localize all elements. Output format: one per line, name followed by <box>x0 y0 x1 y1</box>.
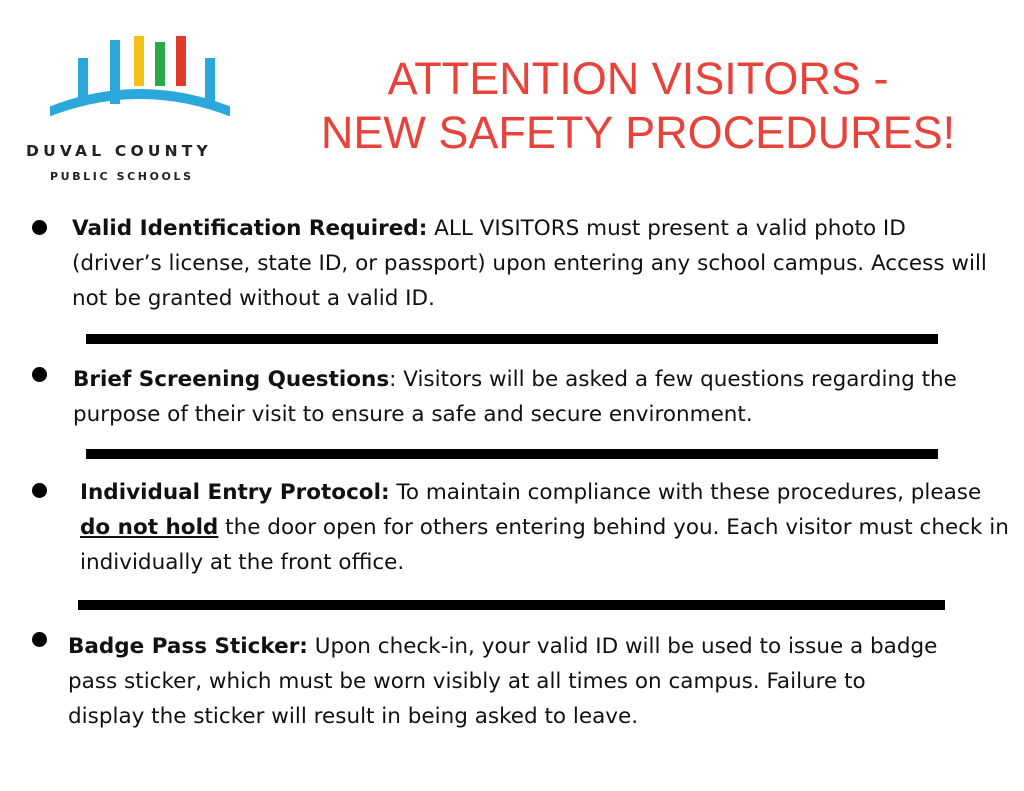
item-body: ALL VISITORS must present a valid photo ID (driver’s license, state ID, or passport) upon entering any school campus. Access will not be granted without a valid ID. <box>72 216 987 311</box>
title-line-1: ATTENTION VISITORS - <box>387 53 889 104</box>
item-body: Upon check-in, your valid ID will be used to issue a badge pass sticker, which must be worn visibly at all times on campus. Failure to display the sticker will result in being asked to leave. <box>68 634 938 729</box>
item-heading: Badge Pass Sticker: <box>68 634 308 659</box>
bullet-icon <box>32 367 47 382</box>
logo-text-duval-county: DUVAL COUNTY <box>26 142 212 160</box>
divider <box>78 600 945 610</box>
item-heading: Brief Screening Questions <box>73 367 390 392</box>
item-body-a: To maintain compliance with these procedures, please <box>396 480 982 505</box>
item-emphasis: do not hold <box>80 515 219 540</box>
divider <box>86 449 938 459</box>
bullet-icon <box>32 220 47 235</box>
item-body-b: the door open for others entering behind you. Each visitor must check in individually at the front office. <box>80 515 1009 575</box>
item-heading: Valid Identification Required: <box>72 216 428 241</box>
logo-bar-green <box>155 42 165 86</box>
item-heading: Individual Entry Protocol: <box>80 480 390 505</box>
school-bridge-logo-icon <box>50 30 230 130</box>
item-body: : Visitors will be asked a few questions regarding the purpose of their visit to ensure a safe and secure environment. <box>73 367 957 427</box>
page-title <box>262 52 1014 160</box>
title-line-2: NEW SAFETY PROCEDURES! <box>320 107 956 158</box>
bullet-icon <box>32 632 47 647</box>
logo-text-public-schools: PUBLIC SCHOOLS <box>50 170 194 183</box>
logo-bar-yellow <box>134 36 144 86</box>
divider <box>86 334 938 344</box>
district-logo <box>26 30 256 190</box>
logo-bar-red <box>176 36 186 86</box>
bullet-icon <box>32 483 47 498</box>
